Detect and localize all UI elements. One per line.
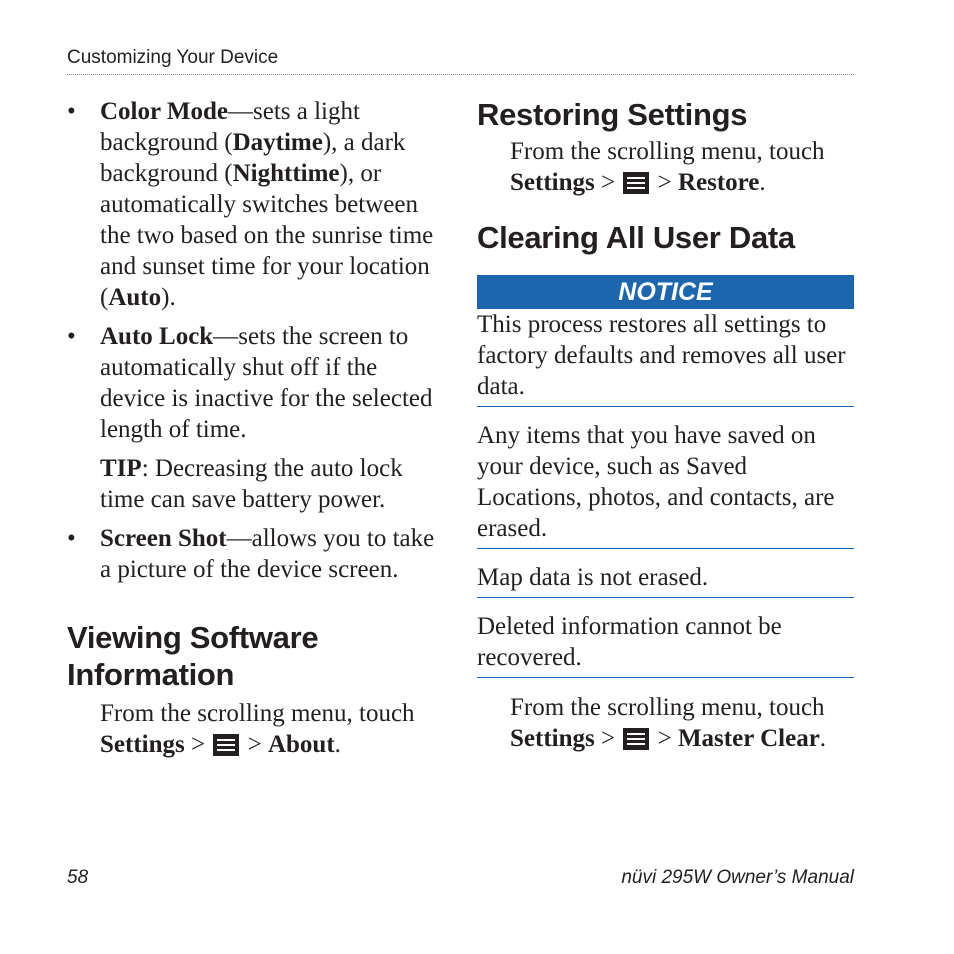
- page-number: 58: [67, 867, 89, 888]
- instruction-intro: From the scrolling menu, touch: [510, 694, 825, 721]
- path-separator: >: [657, 169, 672, 196]
- option-nighttime: Nighttime: [232, 160, 340, 187]
- desc-text: —sets the screen to automatically shut off if the device is inactive for the selected length of time.: [100, 323, 433, 443]
- desc-text: ), a dark background (: [100, 129, 406, 187]
- notice-banner: NOTICE: [477, 275, 854, 309]
- settings-label: Settings: [510, 725, 595, 752]
- heading-clearing-user-data: Clearing All User Data: [477, 220, 795, 255]
- instruction-restoring: [477, 136, 854, 198]
- master-clear-label: Master Clear: [677, 725, 820, 752]
- tip-paragraph: [67, 453, 439, 515]
- notice-item: This process restores all settings to factory defaults and removes all user data.: [477, 309, 854, 407]
- instruction-intro: From the scrolling menu, touch: [510, 138, 825, 165]
- option-daytime: Daytime: [232, 129, 323, 156]
- about-label: About: [267, 731, 335, 758]
- heading-viewing-software: Viewing Software Information: [67, 620, 319, 692]
- right-column: [477, 96, 854, 762]
- term-screen-shot: Screen Shot: [100, 525, 227, 552]
- option-auto: Auto: [108, 284, 162, 311]
- left-column: [67, 96, 439, 768]
- path-separator: >: [600, 169, 616, 196]
- path-separator: >: [600, 725, 616, 752]
- list-item-screen-shot: [67, 523, 439, 585]
- tip-text: : Decreasing the auto lock time can save battery power.: [100, 455, 403, 513]
- instruction-intro: From the scrolling menu, touch: [100, 700, 415, 727]
- instruction-viewing: [67, 698, 439, 760]
- settings-label: Settings: [510, 169, 595, 196]
- list-item-color-mode: [67, 96, 439, 313]
- notice-item: Map data is not erased.: [477, 562, 854, 598]
- bullet-symbol: •: [67, 525, 76, 552]
- page-footer: [67, 867, 854, 889]
- path-separator: >: [657, 725, 672, 752]
- menu-list-icon: [213, 734, 239, 756]
- menu-list-icon: [623, 172, 649, 194]
- instruction-master-clear: [477, 692, 854, 754]
- period: .: [759, 169, 766, 196]
- desc-text: ), or automatically switches between the two based on the sunrise time and sunset time for your location (: [100, 160, 434, 311]
- path-separator: >: [247, 731, 262, 758]
- heading-restoring-settings: Restoring Settings: [477, 97, 748, 132]
- period: .: [819, 725, 827, 752]
- term-auto-lock: Auto Lock: [100, 323, 214, 350]
- period: .: [334, 731, 341, 758]
- desc-text: —sets a light background (: [100, 98, 360, 156]
- bullet-symbol: •: [67, 323, 76, 350]
- running-head: Customizing Your Device: [67, 47, 854, 75]
- bullet-symbol: •: [67, 98, 76, 125]
- list-item-auto-lock: [67, 321, 439, 445]
- tip-label: TIP: [100, 455, 142, 482]
- notice-item: Deleted information cannot be recovered.: [477, 611, 854, 678]
- desc-text: —allows you to take a picture of the device screen.: [100, 525, 435, 583]
- path-separator: >: [190, 731, 206, 758]
- menu-list-icon: [623, 728, 649, 750]
- settings-label: Settings: [100, 731, 185, 758]
- term-color-mode: Color Mode: [100, 98, 228, 125]
- restore-label: Restore: [677, 169, 760, 196]
- desc-text: ).: [161, 284, 176, 311]
- notice-item: Any items that you have saved on your device, such as Saved Locations, photos, and contacts, are erased.: [477, 420, 854, 549]
- manual-title: nüvi 295W Owner’s Manual: [621, 867, 854, 888]
